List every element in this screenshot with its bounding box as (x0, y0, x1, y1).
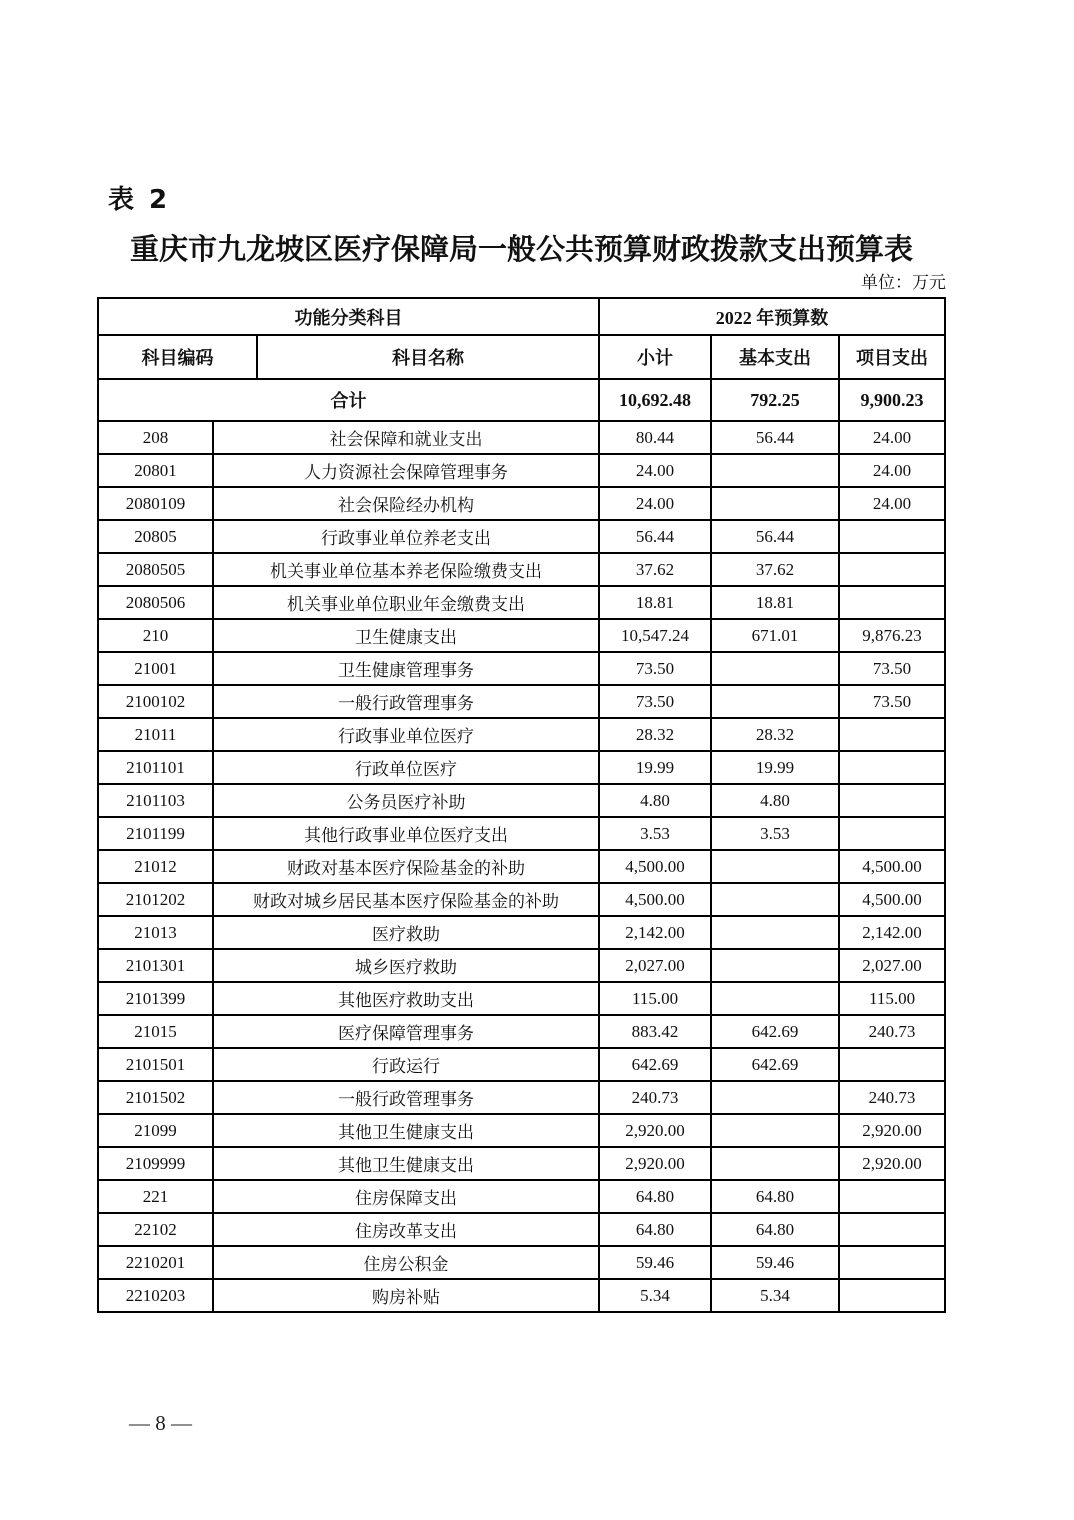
project-expense-cell (839, 784, 945, 817)
total-row (98, 379, 945, 421)
subject-name-cell: 行政单位医疗 (213, 751, 599, 784)
header-columns-row (98, 335, 945, 379)
subtotal-cell: 73.50 (599, 685, 711, 718)
table-row (98, 1147, 945, 1180)
subject-name-cell: 卫生健康管理事务 (213, 652, 599, 685)
basic-expense-cell: 37.62 (711, 553, 839, 586)
project-expense-cell: 4,500.00 (839, 850, 945, 883)
subtotal-cell: 2,920.00 (599, 1114, 711, 1147)
basic-expense-cell: 671.01 (711, 619, 839, 652)
table-row (98, 1279, 945, 1312)
header-project-expense: 项目支出 (839, 335, 945, 379)
subject-name-cell: 社会保障和就业支出 (213, 421, 599, 454)
table-row (98, 916, 945, 949)
subject-name-cell: 城乡医疗救助 (213, 949, 599, 982)
subject-code-cell: 21012 (98, 850, 213, 883)
table-row (98, 850, 945, 883)
table-row (98, 586, 945, 619)
subtotal-cell: 64.80 (599, 1180, 711, 1213)
basic-expense-cell (711, 850, 839, 883)
subject-code-cell: 20805 (98, 520, 213, 553)
subject-name-cell: 其他医疗救助支出 (213, 982, 599, 1015)
table-row (98, 1213, 945, 1246)
table-row (98, 685, 945, 718)
subject-name-cell: 其他行政事业单位医疗支出 (213, 817, 599, 850)
project-expense-cell (839, 1180, 945, 1213)
subtotal-cell: 73.50 (599, 652, 711, 685)
subject-name-cell: 医疗保障管理事务 (213, 1015, 599, 1048)
table-row (98, 1048, 945, 1081)
budget-table (97, 297, 946, 1313)
table-row (98, 751, 945, 784)
subtotal-cell: 24.00 (599, 454, 711, 487)
table-row (98, 883, 945, 916)
subject-code-cell: 21099 (98, 1114, 213, 1147)
basic-expense-cell (711, 883, 839, 916)
subject-code-cell: 221 (98, 1180, 213, 1213)
subtotal-cell: 4,500.00 (599, 883, 711, 916)
header-subject-name: 科目名称 (257, 335, 599, 379)
basic-expense-cell: 3.53 (711, 817, 839, 850)
subject-name-cell: 财政对基本医疗保险基金的补助 (213, 850, 599, 883)
subject-code-cell: 2210203 (98, 1279, 213, 1312)
project-expense-cell (839, 718, 945, 751)
table-row (98, 1081, 945, 1114)
project-expense-cell: 4,500.00 (839, 883, 945, 916)
subject-name-cell: 公务员医疗补助 (213, 784, 599, 817)
header-subtotal: 小计 (599, 335, 711, 379)
subject-code-cell: 2080506 (98, 586, 213, 619)
subject-name-cell: 行政运行 (213, 1048, 599, 1081)
basic-expense-cell: 5.34 (711, 1279, 839, 1312)
basic-expense-cell (711, 1147, 839, 1180)
subject-name-cell: 财政对城乡居民基本医疗保险基金的补助 (213, 883, 599, 916)
project-expense-cell: 115.00 (839, 982, 945, 1015)
table-row (98, 454, 945, 487)
total-basic-cell: 792.25 (711, 379, 839, 421)
subtotal-cell: 883.42 (599, 1015, 711, 1048)
subject-name-cell: 人力资源社会保障管理事务 (213, 454, 599, 487)
subtotal-cell: 2,027.00 (599, 949, 711, 982)
subtotal-cell: 4.80 (599, 784, 711, 817)
project-expense-cell: 73.50 (839, 685, 945, 718)
subtotal-cell: 19.99 (599, 751, 711, 784)
subject-code-cell: 2101301 (98, 949, 213, 982)
subject-code-cell: 2101103 (98, 784, 213, 817)
subtotal-cell: 18.81 (599, 586, 711, 619)
subject-code-cell: 22102 (98, 1213, 213, 1246)
table-row (98, 553, 945, 586)
subtotal-cell: 37.62 (599, 553, 711, 586)
project-expense-cell: 2,142.00 (839, 916, 945, 949)
basic-expense-cell (711, 487, 839, 520)
basic-expense-cell (711, 916, 839, 949)
subtotal-cell: 2,142.00 (599, 916, 711, 949)
basic-expense-cell (711, 949, 839, 982)
project-expense-cell: 2,920.00 (839, 1114, 945, 1147)
subtotal-cell: 5.34 (599, 1279, 711, 1312)
subject-name-cell: 行政事业单位养老支出 (213, 520, 599, 553)
subject-code-cell: 21015 (98, 1015, 213, 1048)
subject-name-cell: 其他卫生健康支出 (213, 1147, 599, 1180)
subject-code-cell: 2101199 (98, 817, 213, 850)
project-expense-cell (839, 1213, 945, 1246)
basic-expense-cell (711, 652, 839, 685)
table-row (98, 817, 945, 850)
subject-code-cell: 208 (98, 421, 213, 454)
project-expense-cell: 24.00 (839, 421, 945, 454)
table-row (98, 1246, 945, 1279)
project-expense-cell (839, 1279, 945, 1312)
table-number-label: 表 2 (108, 185, 171, 215)
table-row (98, 718, 945, 751)
project-expense-cell: 2,920.00 (839, 1147, 945, 1180)
project-expense-cell: 2,027.00 (839, 949, 945, 982)
subject-name-cell: 机关事业单位职业年金缴费支出 (213, 586, 599, 619)
basic-expense-cell: 18.81 (711, 586, 839, 619)
basic-expense-cell: 4.80 (711, 784, 839, 817)
subtotal-cell: 80.44 (599, 421, 711, 454)
header-functional-classification: 功能分类科目 (98, 298, 599, 335)
basic-expense-cell (711, 982, 839, 1015)
basic-expense-cell (711, 454, 839, 487)
project-expense-cell: 240.73 (839, 1081, 945, 1114)
subject-name-cell: 住房公积金 (213, 1246, 599, 1279)
subject-code-cell: 2101501 (98, 1048, 213, 1081)
subtotal-cell: 10,547.24 (599, 619, 711, 652)
subject-code-cell: 2101101 (98, 751, 213, 784)
unit-note: 单位：万元 (861, 273, 946, 292)
project-expense-cell (839, 1048, 945, 1081)
project-expense-cell (839, 751, 945, 784)
project-expense-cell (839, 520, 945, 553)
subject-name-cell: 行政事业单位医疗 (213, 718, 599, 751)
subject-code-cell: 2101202 (98, 883, 213, 916)
subtotal-cell: 115.00 (599, 982, 711, 1015)
header-group-row (98, 298, 945, 335)
total-project-cell: 9,900.23 (839, 379, 945, 421)
subject-name-cell: 机关事业单位基本养老保险缴费支出 (213, 553, 599, 586)
table-row (98, 784, 945, 817)
subject-code-cell: 2080505 (98, 553, 213, 586)
subtotal-cell: 64.80 (599, 1213, 711, 1246)
subtotal-cell: 24.00 (599, 487, 711, 520)
subject-name-cell: 社会保险经办机构 (213, 487, 599, 520)
subtotal-cell: 28.32 (599, 718, 711, 751)
subject-code-cell: 20801 (98, 454, 213, 487)
table-row (98, 949, 945, 982)
subject-code-cell: 2080109 (98, 487, 213, 520)
table-row (98, 1114, 945, 1147)
table-row (98, 652, 945, 685)
table-row (98, 487, 945, 520)
table-row (98, 1180, 945, 1213)
basic-expense-cell (711, 685, 839, 718)
subject-name-cell: 购房补贴 (213, 1279, 599, 1312)
basic-expense-cell: 28.32 (711, 718, 839, 751)
basic-expense-cell: 642.69 (711, 1015, 839, 1048)
subtotal-cell: 642.69 (599, 1048, 711, 1081)
table-row (98, 421, 945, 454)
project-expense-cell (839, 817, 945, 850)
project-expense-cell: 73.50 (839, 652, 945, 685)
subtotal-cell: 2,920.00 (599, 1147, 711, 1180)
header-budget-2022: 2022 年预算数 (599, 298, 945, 335)
basic-expense-cell: 19.99 (711, 751, 839, 784)
subject-name-cell: 一般行政管理事务 (213, 1081, 599, 1114)
subject-code-cell: 2210201 (98, 1246, 213, 1279)
project-expense-cell: 9,876.23 (839, 619, 945, 652)
basic-expense-cell: 642.69 (711, 1048, 839, 1081)
page-number: — 8 — (129, 1411, 192, 1435)
subject-code-cell: 2101502 (98, 1081, 213, 1114)
table-row (98, 619, 945, 652)
subject-code-cell: 2101399 (98, 982, 213, 1015)
subject-name-cell: 住房保障支出 (213, 1180, 599, 1213)
subject-name-cell: 一般行政管理事务 (213, 685, 599, 718)
subject-code-cell: 2100102 (98, 685, 213, 718)
basic-expense-cell: 64.80 (711, 1180, 839, 1213)
total-label-cell: 合计 (98, 379, 599, 421)
subtotal-cell: 56.44 (599, 520, 711, 553)
project-expense-cell (839, 1246, 945, 1279)
subtotal-cell: 4,500.00 (599, 850, 711, 883)
table-row (98, 982, 945, 1015)
project-expense-cell: 24.00 (839, 454, 945, 487)
subtotal-cell: 59.46 (599, 1246, 711, 1279)
basic-expense-cell (711, 1081, 839, 1114)
subject-code-cell: 21011 (98, 718, 213, 751)
total-subtotal-cell: 10,692.48 (599, 379, 711, 421)
table-row (98, 1015, 945, 1048)
basic-expense-cell: 56.44 (711, 520, 839, 553)
subtotal-cell: 3.53 (599, 817, 711, 850)
basic-expense-cell: 56.44 (711, 421, 839, 454)
subject-code-cell: 2109999 (98, 1147, 213, 1180)
subject-name-cell: 其他卫生健康支出 (213, 1114, 599, 1147)
subject-name-cell: 住房改革支出 (213, 1213, 599, 1246)
subject-code-cell: 210 (98, 619, 213, 652)
project-expense-cell: 240.73 (839, 1015, 945, 1048)
basic-expense-cell: 64.80 (711, 1213, 839, 1246)
project-expense-cell (839, 586, 945, 619)
basic-expense-cell (711, 1114, 839, 1147)
table-row (98, 520, 945, 553)
header-basic-expense: 基本支出 (711, 335, 839, 379)
project-expense-cell: 24.00 (839, 487, 945, 520)
subject-code-cell: 21001 (98, 652, 213, 685)
basic-expense-cell: 59.46 (711, 1246, 839, 1279)
subtotal-cell: 240.73 (599, 1081, 711, 1114)
project-expense-cell (839, 553, 945, 586)
subject-name-cell: 医疗救助 (213, 916, 599, 949)
header-subject-code: 科目编码 (98, 335, 257, 379)
subject-code-cell: 21013 (98, 916, 213, 949)
subject-name-cell: 卫生健康支出 (213, 619, 599, 652)
page-title: 重庆市九龙坡区医疗保障局一般公共预算财政拨款支出预算表 (129, 234, 913, 266)
